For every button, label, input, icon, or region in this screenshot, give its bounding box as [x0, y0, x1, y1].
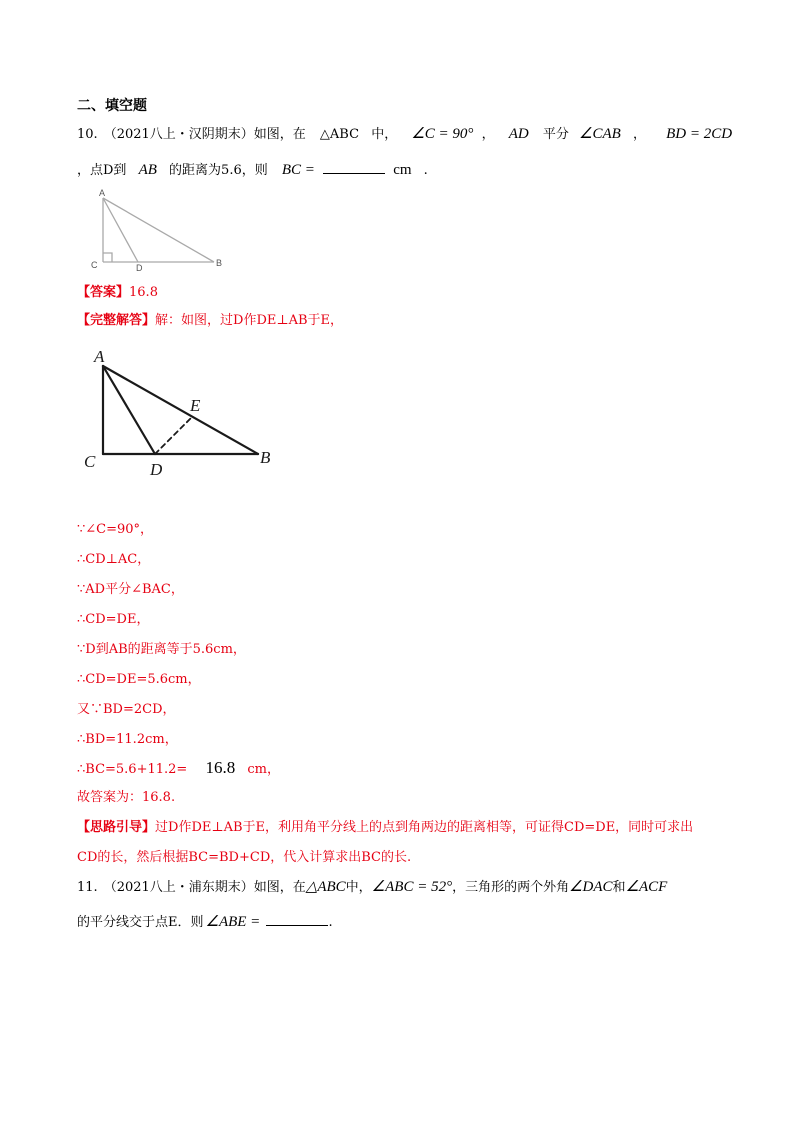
- fig2-label-c: C: [84, 452, 96, 471]
- q10-line2-a: ，点D到: [77, 163, 127, 178]
- section-heading: 二、填空题: [77, 98, 147, 114]
- q10-ad: AD: [508, 126, 529, 142]
- q10-line2-b: 的距离为5.6，则: [169, 163, 268, 178]
- fig2-segment-ad: [103, 366, 155, 454]
- fig2-label-a: A: [94, 347, 105, 366]
- solution-step-2: ∴CD⊥AC，: [77, 552, 151, 567]
- answer-tag: 【答案】: [77, 285, 130, 300]
- fig1-label-a: A: [99, 188, 106, 198]
- solution-step-bc: [77, 759, 280, 779]
- fig2-label-e: E: [190, 396, 201, 415]
- q11-number: 11.: [77, 880, 98, 895]
- bc-step-unit: cm，: [247, 762, 280, 777]
- solution-step-4: ∴CD=DE，: [77, 612, 150, 627]
- solution-step-8: ∴BD=11.2cm，: [77, 732, 178, 747]
- q10-answer-blank: [323, 160, 385, 174]
- bc-step-value: 16.8: [205, 758, 236, 777]
- q10-comma2: ，: [632, 127, 646, 142]
- fig2-label-b: B: [260, 448, 271, 467]
- q11-period: .: [328, 915, 333, 930]
- q10-bc-eq: BC =: [281, 162, 315, 178]
- question-11-line2: [77, 912, 333, 932]
- fig2-side-ab: [103, 366, 258, 454]
- solution-step-6: ∴CD=DE=5.6cm，: [77, 672, 201, 687]
- q10-ab: AB: [138, 162, 157, 178]
- q10-zhong: 中，: [371, 127, 398, 142]
- solution-intro-line: [77, 312, 343, 330]
- q10-source: （2021八上・汉阴期末）如图，在: [103, 127, 306, 142]
- q11-he: 和: [612, 880, 626, 895]
- fig1-label-c: C: [91, 260, 98, 270]
- hint-text1: 过D作DE⊥AB于E，利用角平分线上的点到角两边的距离相等，可证得CD=DE，同时可求出: [155, 820, 694, 835]
- q10-bd-eq: BD = 2CD: [666, 126, 733, 142]
- q10-comma1: ，: [481, 127, 495, 142]
- hint-line1: [77, 819, 693, 837]
- q11-answer-blank: [266, 912, 328, 926]
- solution-step-3: ∵AD平分∠BAC，: [77, 582, 184, 597]
- q10-triangle: △ABC: [319, 127, 360, 142]
- q11-triangle: △ABC: [305, 879, 346, 895]
- q10-unit: cm: [393, 162, 412, 178]
- q10-number: 10.: [77, 127, 98, 142]
- question-10-line2: [77, 160, 428, 180]
- fig1-label-b: B: [216, 258, 223, 268]
- fig2-label-d: D: [150, 460, 163, 479]
- solution-step-1: ∵∠C=90°，: [77, 522, 154, 537]
- solution-intro: 解：如图，过D作DE⊥AB于E，: [155, 313, 344, 328]
- q11-line2: 的平分线交于点E．则: [77, 915, 204, 930]
- question-11-line1: [77, 878, 667, 897]
- fig1-label-d: D: [136, 263, 143, 273]
- fig1-right-angle-mark: [103, 253, 112, 262]
- q11-angle-abe: ∠ABE =: [205, 914, 261, 930]
- q11-angle-acf: ∠ACF: [625, 879, 668, 895]
- hint-line2: CD的长，然后根据BC=BD+CD，代入计算求出BC的长.: [77, 850, 412, 865]
- q11-angle-abc: ∠ABC = 52°: [371, 879, 453, 895]
- q11-mid: ，三角形的两个外角: [452, 880, 570, 895]
- solution-tag: 【完整解答】: [77, 313, 156, 328]
- fig1-side-ab: [103, 198, 214, 262]
- question-10-line1: [77, 125, 733, 144]
- q10-pingfen: 平分: [542, 127, 569, 142]
- solution-step-7: 又∵BD=2CD，: [77, 702, 176, 717]
- bc-step-prefix: ∴BC=5.6+11.2=: [77, 762, 188, 777]
- q10-angle-c: ∠C = 90°: [411, 126, 474, 142]
- solution-figure: [80, 344, 290, 484]
- q11-angle-dac: ∠DAC: [569, 879, 613, 895]
- answer-value: 16.8: [129, 285, 158, 300]
- q10-period: .: [423, 163, 428, 178]
- solution-step-5: ∵D到AB的距离等于5.6cm，: [77, 642, 246, 657]
- hint-tag: 【思路引导】: [77, 820, 156, 835]
- fig2-segment-de-dashed: [155, 417, 192, 454]
- q10-figure: [86, 190, 236, 276]
- solution-conclusion: 故答案为：16.8.: [77, 790, 176, 805]
- answer-line: [77, 284, 158, 302]
- q11-source: （2021八上・浦东期末）如图，在: [103, 880, 306, 895]
- q10-angle-cab: ∠CAB: [579, 126, 621, 142]
- q11-zhong: 中，: [345, 880, 372, 895]
